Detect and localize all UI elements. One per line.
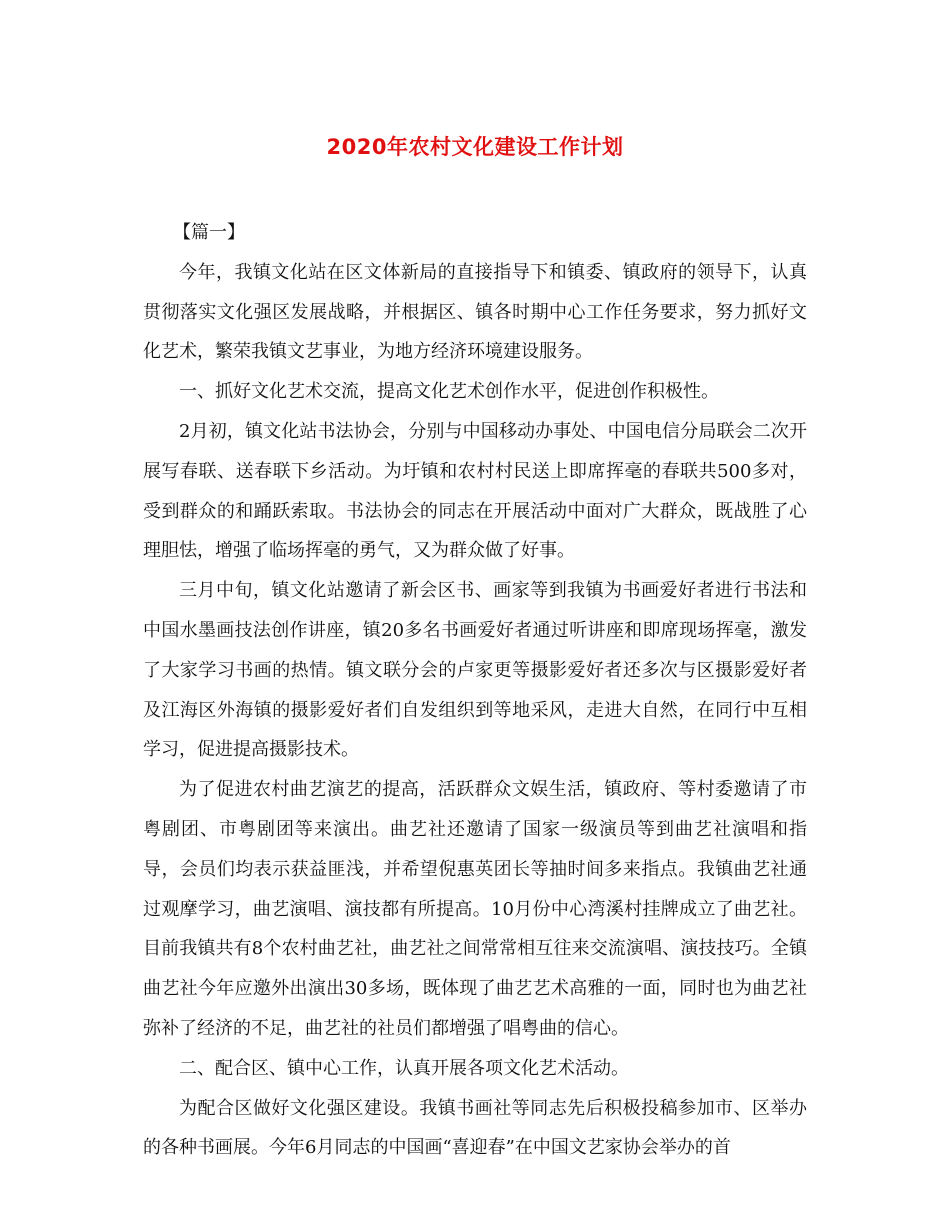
paragraph-spring-couplets: 2月初，镇文化站书法协会，分别与中国移动办事处、中国电信分局联会二次开展写春联、送春联下乡活动。为圩镇和农村村民送上即席挥毫的春联共500多对，受到群众的和踊跃索取。书法协会的同志在开展活动中面对广大群众，既战胜了心理胆怯，增强了临场挥毫的勇气，又为群众做了好事。 xyxy=(143,420,807,562)
paragraph-opera: 为了促进农村曲艺演艺的提高，活跃群众文娱生活，镇政府、等村委邀请了市粤剧团、市粤剧团等来演出。曲艺社还邀请了国家一级演员等到曲艺社演唱和指导，会员们均表示获益匪浅，并希望倪惠英团长等抽时间多来指点。我镇曲艺社通过观摩学习，曲艺演唱、演技都有所提高。10月份中心湾溪村挂牌成立了曲艺社。目前我镇共有8个农村曲艺社，曲艺社之间常常相互往来交流演唱、演技技巧。全镇曲艺社今年应邀外出演出30多场，既体现了曲艺艺术高雅的一面，同时也为曲艺社弥补了经济的不足，曲艺社的社员们都增强了唱粤曲的信心。 xyxy=(143,779,807,1039)
document-body xyxy=(143,213,807,1168)
paragraph-heading-2: 二、配合区、镇中心工作，认真开展各项文化艺术活动。 xyxy=(179,1057,629,1079)
document-title: 2020年农村文化建设工作计划 xyxy=(326,135,624,159)
section-label: 【篇一】 xyxy=(173,222,245,243)
paragraph-art-exhibition: 为配合区做好文化强区建设。我镇书画社等同志先后积极投稿参加市、区举办的各种书画展。今年6月同志的中国画“喜迎春”在中国文艺家协会举办的首 xyxy=(143,1097,807,1159)
paragraph-heading-1: 一、抓好文化艺术交流，提高文化艺术创作水平，促进创作积极性。 xyxy=(179,381,719,403)
paragraph-calligraphy-lecture: 三月中旬，镇文化站邀请了新会区书、画家等到我镇为书画爱好者进行书法和中国水墨画技法创作讲座，镇20多名书画爱好者通过听讲座和即席现场挥毫，激发了大家学习书画的热情。镇文联分会的卢家更等摄影爱好者还多次与区摄影爱好者及江海区外海镇的摄影爱好者们自发组织到等地采风，走进大自然，在同行中互相学习，促进提高摄影技术。 xyxy=(143,580,807,761)
paragraph-intro: 今年，我镇文化站在区文体新局的直接指导下和镇委、镇政府的领导下，认真贯彻落实文化强区发展战略，并根据区、镇各时期中心工作任务要求，努力抓好文化艺术，繁荣我镇文艺事业，为地方经济环境建设服务。 xyxy=(143,261,807,363)
